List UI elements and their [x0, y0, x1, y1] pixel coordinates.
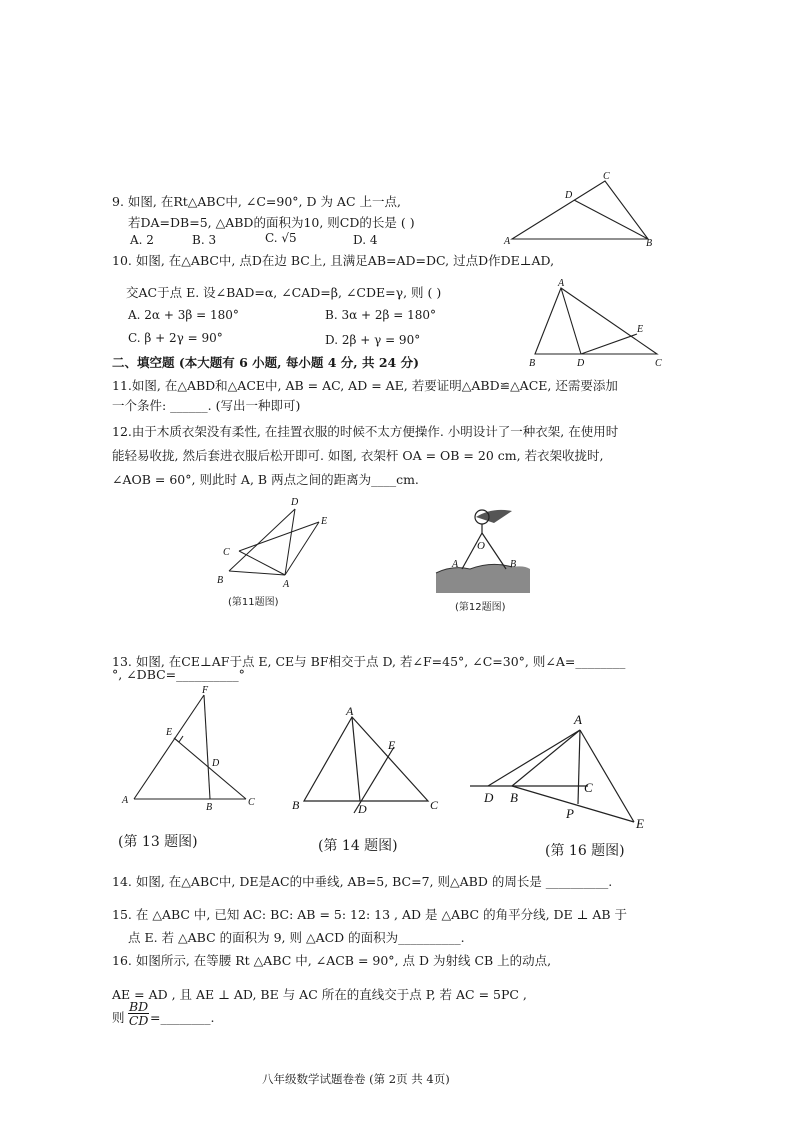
label-b: B — [529, 358, 536, 369]
figure-q16 — [470, 708, 660, 838]
q15-line2: 点 E. 若 △ABC 的面积为 9, 则 △ACD 的面积为__________. — [128, 930, 465, 945]
figure-q9 — [500, 172, 660, 252]
q10-option-a: A. 2α + 3β = 180° — [128, 308, 239, 322]
label-c: C — [655, 358, 662, 369]
q10-line1: 10. 如图, 在△ABC中, 点D在边 BC上, 且满足AB=AD=DC, 过点D作DE⊥AD, — [112, 253, 555, 268]
label-d: D — [358, 802, 367, 816]
label-e: E — [388, 738, 396, 752]
label-e: E — [166, 727, 173, 738]
page-footer: 八年级数学试题卷卷 (第 2页 共 4页) — [262, 1072, 450, 1086]
q12-line1: 12.由于木质衣架没有柔性, 在挂置衣服的时候不太方便操作. 小明设计了一种衣架, 在使用时 — [112, 424, 619, 439]
label-d: D — [577, 358, 585, 369]
q16-line1: 16. 如图所示, 在等腰 Rt △ABC 中, ∠ACB = 90°, 点 D 为射线 CB 上的动点, — [112, 953, 552, 968]
q16-line3-prefix: 则 — [112, 1010, 125, 1025]
label-b: B — [292, 798, 300, 812]
label-a: A — [346, 704, 354, 718]
q16-line2: AE = AD , 且 AE ⊥ AD, BE 与 AC 所在的直线交于点 P, 若 AC = 5PC , — [112, 987, 527, 1002]
fig14-caption: (第 14 题图) — [318, 838, 398, 854]
q10-option-d: D. 2β + γ = 90° — [325, 333, 421, 347]
fraction-denominator: CD — [128, 1013, 149, 1029]
q9-option-a: A. 2 — [130, 233, 154, 247]
q9-option-d: D. 4 — [353, 233, 378, 247]
label-d: D — [484, 790, 494, 805]
label-b: B — [510, 559, 517, 570]
label-b: B — [646, 238, 653, 249]
figure-q12 — [432, 503, 532, 595]
fig11-caption: (第11题图) — [228, 597, 279, 608]
label-a: A — [574, 712, 582, 727]
label-d: D — [565, 190, 573, 201]
q13-line2: °, ∠DBC=__________° — [112, 667, 245, 682]
section-heading: 二、填空题 (本大题有 6 小题, 每小题 4 分, 共 24 分) — [112, 355, 419, 370]
figure-q11 — [215, 495, 335, 590]
q14-text: 14. 如图, 在△ABC中, DE是AC的中垂线, AB=5, BC=7, 则△ABD 的周长是 __________. — [112, 874, 613, 889]
q12-line3: ∠AOB = 60°, 则此时 A, B 两点之间的距离为____cm. — [112, 472, 419, 487]
q12-line2: 能轻易收拢, 然后套进衣服后松开即可. 如图, 衣架杆 OA = OB = 20 cm, 若衣架收拢时, — [112, 448, 604, 463]
label-a: A — [452, 559, 459, 570]
label-e: E — [321, 516, 328, 527]
q10-option-c: C. β + 2γ = 90° — [128, 331, 223, 345]
label-a: A — [504, 236, 511, 247]
figure-q10 — [525, 278, 665, 370]
q16-line3-suffix: =________. — [150, 1010, 215, 1025]
q9-option-b: B. 3 — [192, 233, 217, 247]
label-b: B — [510, 790, 518, 805]
q11-line1: 11.如图, 在△ABD和△ACE中, AB = AC, AD = AE, 若要证明△ABD≌△ACE, 还需要添加 — [112, 378, 618, 393]
q15-line1: 15. 在 △ABC 中, 已知 AC: BC: AB = 5: 12: 13 , AD 是 △ABC 的角平分线, DE ⊥ AB 于 — [112, 907, 628, 922]
label-c: C — [603, 171, 610, 182]
figure-q14 — [290, 704, 450, 816]
q9-option-c: C. √5 — [265, 231, 297, 245]
label-c: C — [248, 797, 255, 808]
label-p: P — [566, 806, 574, 821]
q9-line1: 9. 如图, 在Rt△ABC中, ∠C=90°, D 为 AC 上一点, — [112, 194, 401, 209]
label-b: B — [217, 575, 224, 586]
q13-line1: 13. 如图, 在CE⊥AF于点 E, CE与 BF相交于点 D, 若∠F=45°, ∠C=30°, 则∠A=________ — [112, 654, 626, 669]
label-o: O — [477, 540, 485, 552]
label-e: E — [636, 816, 644, 831]
fraction-numerator: BD — [129, 999, 149, 1014]
label-a: A — [558, 278, 565, 289]
q16-fraction — [128, 1000, 149, 1027]
q10-option-b: B. 3α + 2β = 180° — [325, 308, 437, 322]
label-d: D — [212, 758, 220, 769]
label-a: A — [122, 795, 129, 806]
figure-q13 — [118, 685, 258, 813]
q11-line2: 一个条件: ______. (写出一种即可) — [112, 398, 301, 413]
label-e: E — [637, 324, 644, 335]
label-c: C — [584, 780, 593, 795]
q10-line2: 交AC于点 E. 设∠BAD=α, ∠CAD=β, ∠CDE=γ, 则 ( ) — [126, 285, 442, 300]
label-a: A — [283, 579, 290, 590]
fig13-caption: (第 13 题图) — [118, 834, 198, 850]
label-b: B — [206, 802, 213, 813]
fig16-caption: (第 16 题图) — [545, 843, 625, 859]
label-d: D — [291, 497, 299, 508]
q9-line2: 若DA=DB=5, △ABD的面积为10, 则CD的长是 ( ) — [128, 215, 415, 230]
label-f: F — [202, 685, 209, 696]
label-c: C — [223, 547, 230, 558]
label-c: C — [430, 798, 439, 812]
fig12-caption: (第12题图) — [455, 602, 506, 613]
